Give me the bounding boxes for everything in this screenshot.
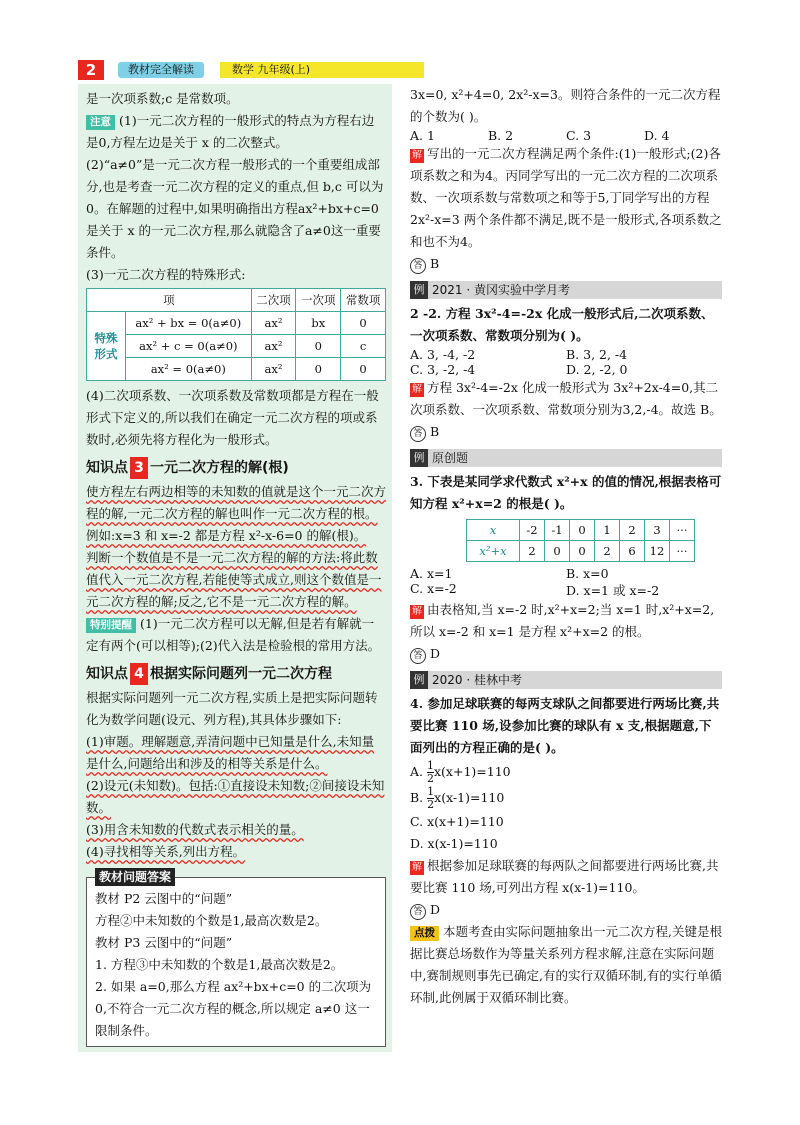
q4-tip: [410, 921, 722, 1009]
kp-title: 一元二次方程的解(根): [150, 460, 289, 476]
fraction-denominator: 2: [427, 772, 434, 785]
right-column: [410, 84, 722, 1009]
kp4-intro: 根据实际问题列一元二次方程,实质上是把实际问题转化为数学问题(设元、列方程),其具体步骤如下:: [86, 690, 378, 727]
table-cell: ax²: [251, 335, 296, 358]
table-cell: 1: [595, 520, 620, 541]
box-line: 教材 P2 云图中的“问题”: [95, 891, 233, 906]
step-2: (2)设元(未知数)。包括:①直接设未知数;②间接设未知数。: [86, 778, 385, 815]
q2-options: [410, 347, 722, 377]
q4-answer: [410, 899, 722, 921]
q3-value-table: [466, 519, 695, 562]
kp-number: 3: [130, 457, 148, 479]
table-cell: 0: [341, 358, 386, 381]
table-cell: 2: [620, 520, 645, 541]
table-cell: c: [341, 335, 386, 358]
special-reminder: [86, 613, 386, 657]
example-2-header: [410, 281, 722, 299]
reminder-text: (1)一元二次方程可以无解,但是若有解就一定有两个(可以相等);(2)代入法是检验根的常用方法。: [86, 616, 381, 653]
example-4-header: [410, 671, 722, 689]
answer-text: D: [430, 902, 441, 917]
q4-option-a: [410, 759, 722, 785]
q2-solution: [410, 377, 722, 421]
example-icon: 例: [410, 671, 428, 689]
solution-icon: 解: [412, 606, 422, 617]
q3-solution: [410, 599, 722, 643]
option: C. x=-2: [410, 581, 457, 596]
table-cell: 6: [620, 541, 645, 562]
q3-options: [410, 566, 722, 599]
solution-text: 根据参加足球联赛的每两队之间都要进行两场比赛,共要比赛 110 场,可列出方程 x(x-1)=110。: [410, 858, 719, 895]
note-2: (2)“a≠0”是一元二次方程一般形式的一个重要组成部分,也是考查一元二次方程的定义的重点,但 b,c 可以为0。在解题的过程中,如果明确指出方程ax²+bx+c=0是关于 x 的一元二次方程,那么就隐含了a≠0这一重要条件。: [86, 157, 384, 260]
table-cell: ···: [670, 520, 695, 541]
solution-icon: 解: [412, 150, 422, 161]
kp3-definition: 使方程左右两边相等的未知数的值就是这个一元二次方程的解,一元二次方程的解也叫作一元二次方程的根。例如:x=3 和 x=-2 都是方程 x²-x-6=0 的解(根)。: [86, 484, 387, 543]
answer-icon: 答: [410, 258, 426, 274]
note-1-text: (1)一元二次方程的一般形式的特点为方程右边是0,方程左边是关于 x 的二次整式。: [86, 113, 375, 150]
q3-stem: 3. 下表是某同学求代数式 x²+x 的值的情况,根据表格可知方程 x²+x=2 的根是( )。: [410, 474, 722, 511]
step-1: (1)审题。理解题意,弄清问题中已知量是什么,未知量是什么,问题给出和涉及的相等关系是什么。: [86, 734, 375, 771]
answer-icon: 答: [410, 648, 426, 664]
answer-icon: 答: [410, 426, 426, 442]
kp-label: 知识点: [86, 460, 128, 476]
answer-text: D: [430, 646, 441, 661]
option-text: x(x-1)=110: [434, 790, 505, 805]
kp-number: 4: [130, 663, 148, 685]
fraction-numerator: 1: [427, 785, 435, 798]
left-column: [78, 84, 392, 1052]
table-cell: bx: [296, 312, 341, 335]
q2-stem: 2 -2. 方程 3x²-4=-2x 化成一般形式后,二次项系数、一次项系数、常数项分别为( )。: [410, 306, 714, 343]
knowledge-point-3-heading: [86, 457, 386, 479]
option: C. 3: [566, 128, 592, 143]
option: A. 1: [410, 128, 435, 143]
q3-answer: [410, 643, 722, 665]
fraction-denominator: 2: [427, 798, 435, 811]
option: A. 3, -4, -2: [410, 347, 476, 362]
table-cell: ax²: [251, 312, 296, 335]
table-cell: 0: [570, 520, 595, 541]
option-letter: B.: [410, 790, 424, 805]
option: D. x=1 或 x=-2: [566, 583, 660, 598]
table-cell: 0: [341, 312, 386, 335]
example-source: 2020 · 桂林中考: [432, 673, 522, 687]
answer-text: B: [430, 424, 440, 439]
box-line: 2. 如果 a=0,那么方程 ax²+bx+c=0 的二次项为0,不符合一元二次方程的概念,所以规定 a≠0 这一限制条件。: [95, 979, 372, 1038]
kp-title: 根据实际问题列一元二次方程: [150, 666, 332, 682]
intro-text: 是一次项系数;c 是常数项。: [86, 91, 239, 106]
option: B. 2: [488, 128, 514, 143]
step-3: (3)用含未知数的代数式表示相关的量。: [86, 822, 304, 837]
table-cell: x: [467, 520, 520, 541]
table-row-label: 特殊形式: [87, 312, 126, 381]
table-cell: -1: [545, 520, 570, 541]
table-cell: 0: [570, 541, 595, 562]
table-cell: ···: [670, 541, 695, 562]
table-cell: 0: [296, 358, 341, 381]
example-source: 原创题: [432, 451, 469, 465]
page-header: [78, 60, 352, 80]
q4-solution: [410, 855, 722, 899]
option-letter: A.: [410, 764, 424, 779]
answer-icon: 答: [410, 904, 426, 920]
q2-answer: [410, 421, 722, 443]
note-tag: 注意: [86, 115, 115, 130]
table-cell: 3: [645, 520, 670, 541]
page-number: 2: [78, 60, 104, 80]
table-cell: 0: [545, 541, 570, 562]
q1-answer: [410, 253, 722, 275]
book-series-title: 教材完全解读: [118, 62, 204, 78]
q4-option-c: C. x(x+1)=110: [410, 814, 504, 829]
solution-text: 写出的一元二次方程满足两个条件:(1)一般形式;(2)各项系数之和为4。丙同学写出的一元二次方程的二次项系数、一次项系数与常数项之和等于5,丁同学写出的方程 2x²-x=3 两个条件都不满足,既不是一般形式,各项系数之和也不为4。: [410, 146, 722, 249]
option: A. x=1: [410, 566, 453, 581]
box-line: 教材 P3 云图中的“问题”: [95, 935, 233, 950]
option: C. 3, -2, -4: [410, 362, 476, 377]
table-cell: x²+x: [467, 541, 520, 562]
q4-option-d: D. x(x-1)=110: [410, 836, 498, 851]
solution-icon: 解: [412, 384, 422, 395]
tip-tag: 点拨: [410, 926, 439, 941]
reminder-tag: 特别提醒: [86, 618, 136, 633]
box-line: 1. 方程③中未知数的个数是1,最高次数是2。: [95, 957, 344, 972]
example-source: 2021 · 黄冈实验中学月考: [432, 283, 570, 297]
book-subject-title: 数学 九年级(上): [220, 62, 424, 78]
solution-text: 方程 3x²-4=-2x 化成一般形式为 3x²+2x-4=0,其二次项系数、一次项系数、常数项分别为3,2,-4。故选 B。: [410, 380, 722, 417]
box-title: 教材问题答案: [95, 868, 175, 886]
table-cell: ax² = 0(a≠0): [126, 358, 252, 381]
option: B. 3, 2, -4: [566, 347, 628, 362]
table-cell: ax² + c = 0(a≠0): [126, 335, 252, 358]
table-cell: 2: [595, 541, 620, 562]
kp-label: 知识点: [86, 666, 128, 682]
kp3-method: 判断一个数值是不是一元二次方程的解的方法:将此数值代入一元二次方程,若能使等式成立,则这个数值是一元二次方程的解;反之,它不是一元二次方程的解。: [86, 550, 382, 609]
table-cell: 12: [645, 541, 670, 562]
note-4: (4)二次项系数、一次项系数及常数项都是方程在一般形式下定义的,所以我们在确定一元二次方程的项或系数时,必须先将方程化为一般形式。: [86, 388, 379, 447]
table-cell: ax²: [251, 358, 296, 381]
q1-stem: 3x=0, x²+4=0, 2x²-x=3。则符合条件的一元二次方程的个数为( )。: [410, 87, 721, 124]
table-header-constant: 常数项: [341, 289, 386, 312]
knowledge-point-4-heading: [86, 663, 386, 685]
special-forms-table: [86, 288, 386, 381]
fraction-numerator: 1: [427, 759, 434, 772]
example-icon: 例: [410, 449, 428, 467]
step-4: (4)寻找相等关系,列出方程。: [86, 844, 246, 859]
table-cell: ax² + bx = 0(a≠0): [126, 312, 252, 335]
solution-text: 由表格知,当 x=-2 时,x²+x=2;当 x=1 时,x²+x=2,所以 x=-2 和 x=1 是方程 x²+x=2 的根。: [410, 602, 715, 639]
table-cell: -2: [520, 520, 545, 541]
tip-text: 本题考查由实际问题抽象出一元二次方程,关键是根据比赛总场数作为等量关系列方程求解,注意在实际问题中,赛制规则事先已确定,有的实行双循环制,有的实行单循环制,此例属于双循环制比赛。: [410, 924, 722, 1005]
solution-icon: 解: [412, 862, 422, 873]
option-text: x(x+1)=110: [434, 764, 511, 779]
table-header-item: 项: [87, 289, 252, 312]
table-cell: 2: [520, 541, 545, 562]
q4-stem: 4. 参加足球联赛的每两支球队之间都要进行两场比赛,共要比赛 110 场,设参加比赛的球队有 x 支,根据题意,下面列出的方程正确的是( )。: [410, 696, 720, 755]
option: D. 4: [644, 128, 670, 143]
fraction-half: [427, 760, 434, 785]
box-line: 方程②中未知数的个数是1,最高次数是2。: [95, 913, 328, 928]
q1-options: [410, 128, 722, 143]
q4-option-b: [410, 785, 722, 811]
q1-solution: [410, 143, 722, 253]
answer-text: B: [430, 256, 440, 271]
table-cell: 0: [296, 335, 341, 358]
note-1: [86, 110, 386, 154]
textbook-answers-box: [86, 870, 386, 1047]
example-3-header: [410, 449, 722, 467]
table-header-linear: 一次项: [296, 289, 341, 312]
option: D. 2, -2, 0: [566, 362, 628, 377]
note-3: (3)一元二次方程的特殊形式:: [86, 267, 246, 282]
table-header-quadratic: 二次项: [251, 289, 296, 312]
example-icon: 例: [410, 281, 428, 299]
option: B. x=0: [566, 566, 609, 581]
